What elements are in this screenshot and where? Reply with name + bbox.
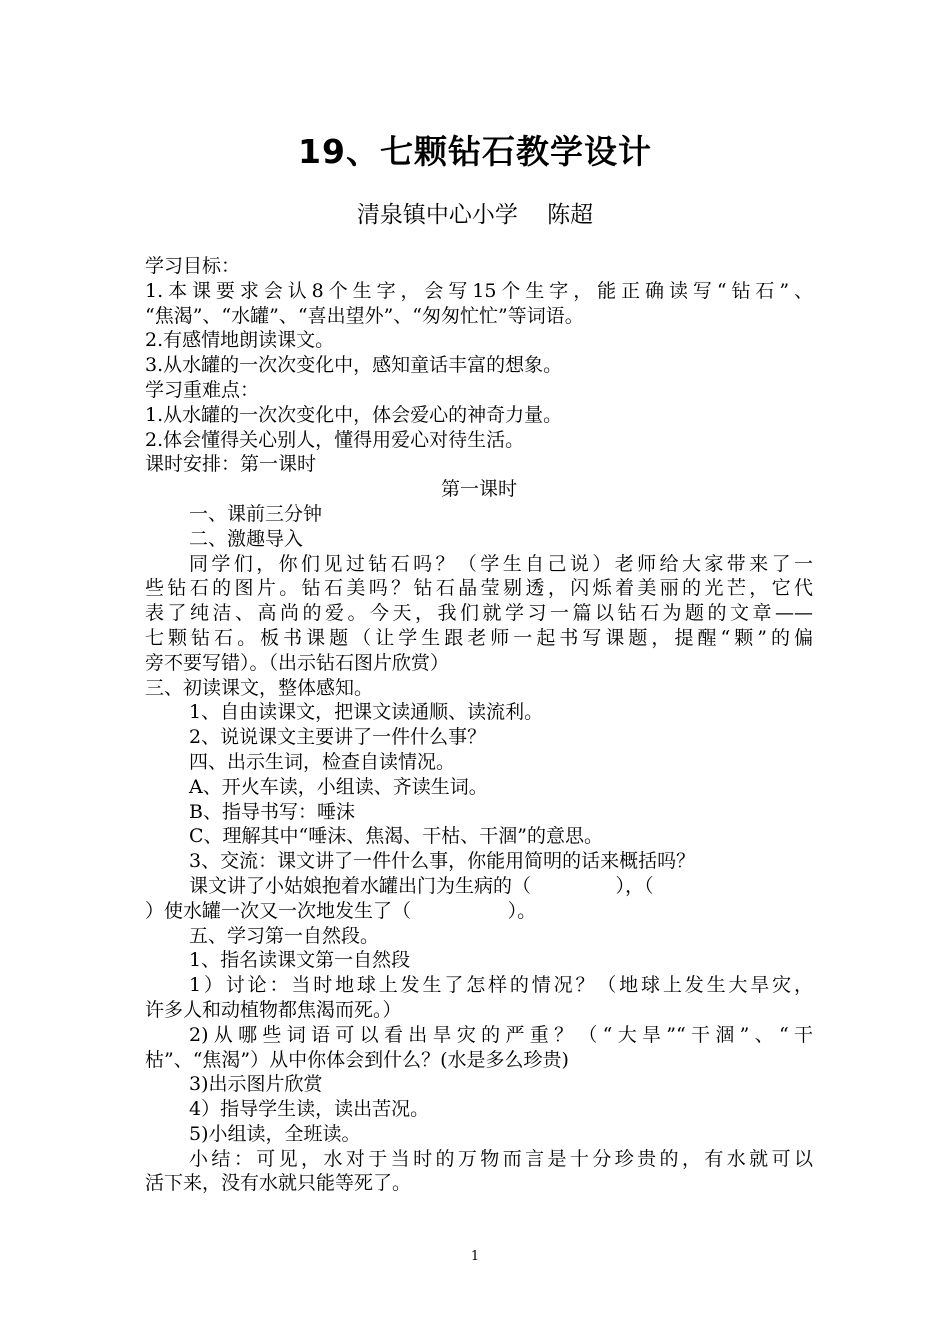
section-heading: 课时安排：第一课时	[145, 453, 317, 476]
section-heading: 学习重难点：	[145, 378, 260, 401]
paragraph-line: A、开火车读，小组读、齐读生词。	[189, 775, 488, 798]
author-line: 清泉镇中心小学 陈超	[356, 202, 594, 228]
paragraph-line: 旁不要写错）。（出示钻石图片欣赏）	[145, 651, 450, 674]
paragraph-line: 1.从水罐的一次次变化中，体会爱心的神奇力量。	[145, 403, 563, 426]
paragraph-line: 小结：可见，水对于当时的万物而言是十分珍贵的，有水就可以	[189, 1147, 813, 1170]
paragraph-line: 2.有感情地朗读课文。	[145, 329, 335, 352]
paragraph-line: “焦渴”、“水罐”、“喜出望外”、“匆匆忙忙”等词语。	[145, 304, 584, 327]
paragraph-line: 活下来，没有水就只能等死了。	[145, 1172, 412, 1195]
lesson-heading: 第一课时	[440, 478, 517, 501]
paragraph-line: 1）讨论：当时地球上发生了怎样的情况？（地球上发生大旱灾，	[189, 974, 813, 997]
paragraph-line: 5)小组读，全班读。	[189, 1122, 361, 1145]
paragraph-line: 二、激趣导入	[189, 527, 304, 550]
paragraph-line: 七颗钻石。板书课题（让学生跟老师一起书写课题，提醒“颗”的偏	[145, 626, 813, 649]
paragraph-line: 2.体会懂得关心别人，懂得用爱心对待生活。	[145, 428, 525, 451]
document-title: 19、七颗钻石教学设计	[298, 132, 652, 171]
page-number: 1	[470, 1249, 480, 1264]
paragraph-line: 4）指导学生读，读出苦况。	[189, 1098, 430, 1121]
paragraph-line: 四、出示生词，检查自读情况。	[189, 750, 456, 773]
paragraph-line: B、指导书写：唾沫	[189, 800, 355, 823]
paragraph-line: 1.本课要求会认8个生字，会写15个生字，能正确读写“钻石”、	[145, 279, 813, 302]
paragraph-line: 枯”、“焦渴”）从中你体会到什么？(水是多么珍贵)	[145, 1048, 569, 1071]
paragraph-line: 2、说说课文主要讲了一件什么事？	[189, 726, 487, 749]
paragraph-line: ）使水罐一次又一次地发生了（ ）。	[145, 899, 537, 922]
paragraph-line: 1、自由读课文，把课文读通顺、读流利。	[189, 701, 544, 724]
paragraph-line: 3、交流：课文讲了一件什么事，你能用简明的话来概括吗？	[189, 850, 696, 873]
document-body	[145, 254, 813, 1196]
section-heading: 学习目标：	[145, 255, 241, 277]
paragraph-line: 五、学习第一自然段。	[189, 924, 380, 947]
paragraph-line: 课文讲了小姑娘抱着水罐出门为生病的（ ），（	[189, 874, 654, 897]
paragraph-line: 同学们，你们见过钻石吗？（学生自己说）老师给大家带来了一	[189, 552, 813, 575]
paragraph-line: 些钻石的图片。钻石美吗？钻石晶莹剔透，闪烁着美丽的光芒，它代	[145, 577, 813, 600]
paragraph-line: 3)出示图片欣赏	[189, 1073, 323, 1096]
paragraph-line: 许多人和动植物都焦渴而死。）	[145, 998, 402, 1021]
section-heading: 三、初读课文，整体感知。	[145, 676, 374, 699]
paragraph-line: 3.从水罐的一次次变化中，感知童话丰富的想象。	[145, 354, 563, 377]
paragraph-line: 2)从哪些词语可以看出旱灾的严重？（“大旱”“干涸”、“干	[189, 1023, 813, 1046]
paragraph-line: 1、指名读课文第一自然段	[189, 949, 411, 972]
paragraph-line: C、理解其中“唾沫、焦渴、干枯、干涸”的意思。	[189, 825, 603, 848]
paragraph-line: 一、课前三分钟	[189, 502, 323, 525]
paragraph-line: 表了纯洁、高尚的爱。今天，我们就学习一篇以钻石为题的文章——	[145, 602, 813, 625]
